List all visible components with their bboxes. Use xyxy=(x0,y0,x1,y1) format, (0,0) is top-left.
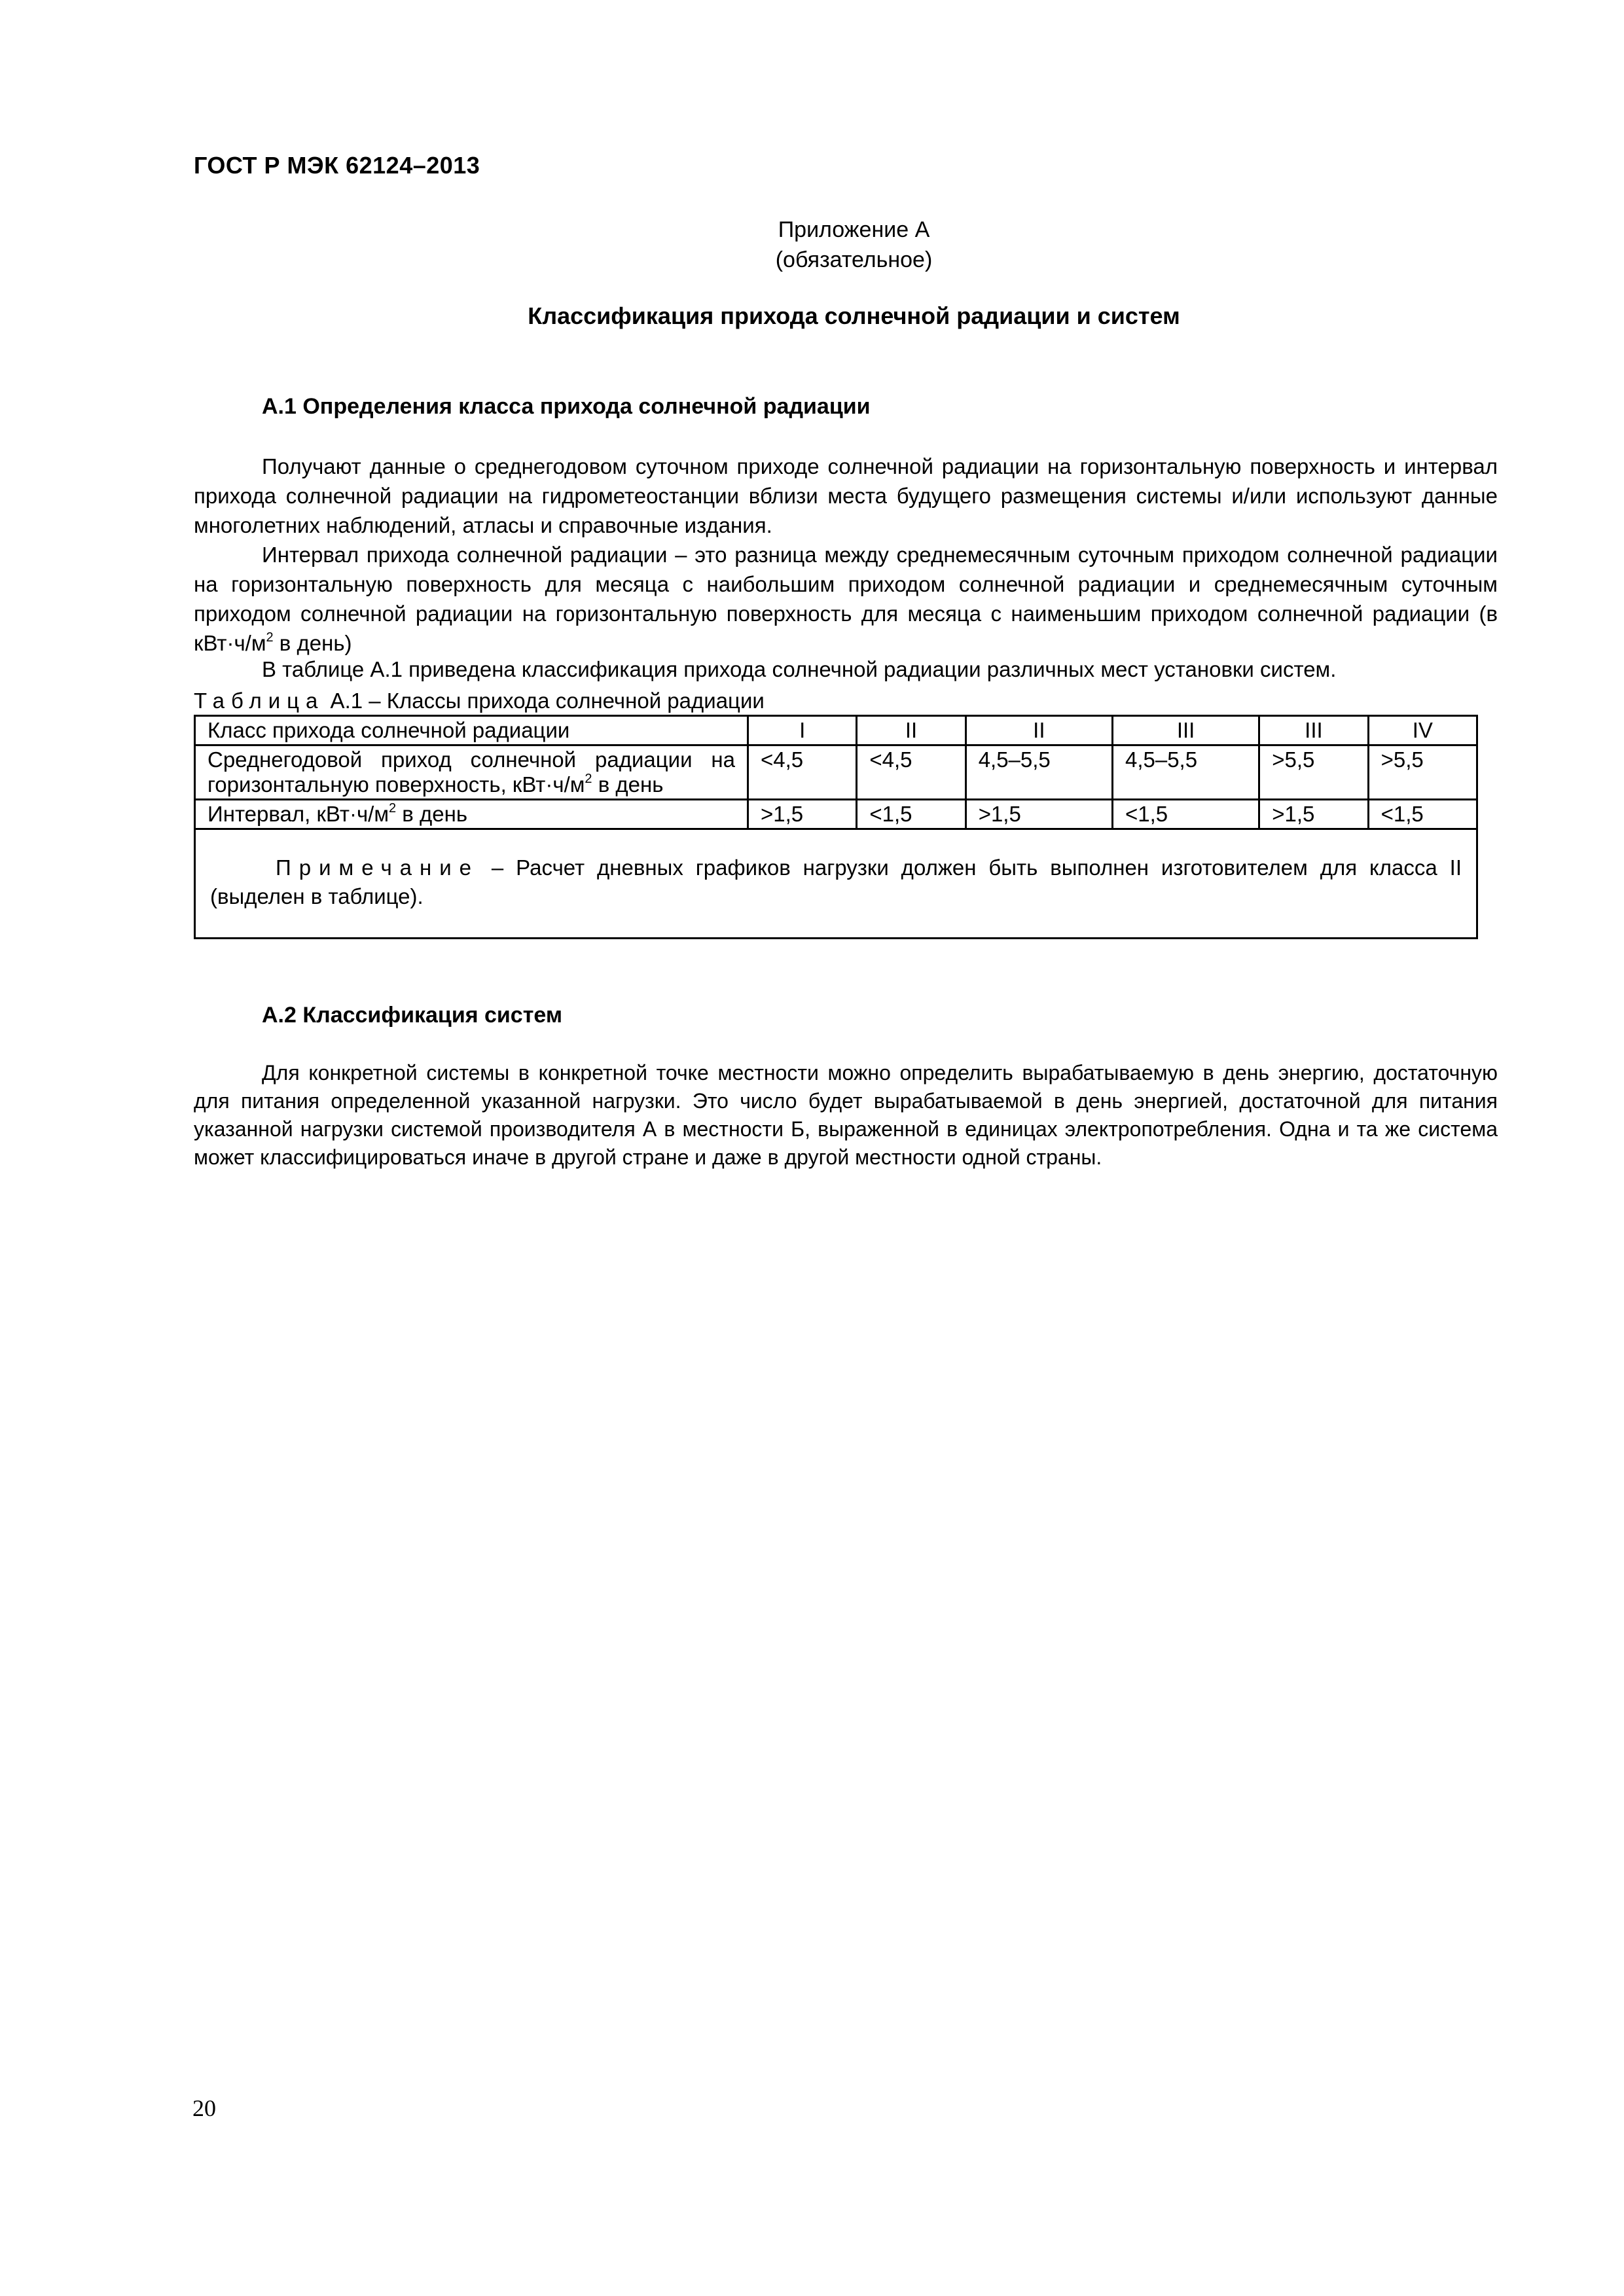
page-number: 20 xyxy=(192,2095,216,2121)
table-cell: >5,5 xyxy=(1368,745,1477,800)
row-label-cell xyxy=(195,800,748,829)
row2-label-superscript: 2 xyxy=(389,801,397,816)
table-note xyxy=(195,829,1477,939)
table-cell: <4,5 xyxy=(748,745,857,800)
table-cell: 4,5–5,5 xyxy=(1112,745,1259,800)
row2-label-text: Интервал, кВт·ч/м xyxy=(208,802,389,826)
row1-label-end: в день xyxy=(592,772,664,797)
section-a2-paragraph-1: Для конкретной системы в конкретной точке местности можно определить вырабатываемую в день энергию, достаточную для питания определенной указанной нагрузки. Это число будет вырабатываемой в день энергией, достаточной для питания указанной нагрузки системой производителя А в местности Б, выраженной в единицах электропотребления. Одна и та же система может классифицироваться иначе в другой стране и даже в другой местности одной страны. xyxy=(194,1061,1498,1169)
table-row xyxy=(195,800,1477,829)
section-a1-paragraph-2 xyxy=(194,540,1498,658)
table-cell: >1,5 xyxy=(965,800,1112,829)
p2-superscript: 2 xyxy=(266,630,274,645)
class-header-cell: II xyxy=(965,716,1112,745)
appendix-label: Приложение А xyxy=(778,217,930,242)
row-label-cell xyxy=(195,745,748,800)
table-row xyxy=(195,745,1477,800)
table-caption xyxy=(194,689,765,713)
table-cell: >1,5 xyxy=(1259,800,1368,829)
table-header-row xyxy=(195,716,1477,745)
table-cell: 4,5–5,5 xyxy=(965,745,1112,800)
section-a1-paragraph-3: В таблице А.1 приведена классификация прихода солнечной радиации различных мест установки систем. xyxy=(262,657,1337,681)
main-title xyxy=(0,302,1624,330)
row1-label-superscript: 2 xyxy=(585,772,592,786)
classification-table xyxy=(194,715,1478,939)
table-note-row xyxy=(195,829,1477,939)
row2-label-end: в день xyxy=(396,802,468,826)
appendix-status: (обязательное) xyxy=(775,247,933,272)
document-id: ГОСТ Р МЭК 62124–2013 xyxy=(194,152,480,179)
appendix-heading xyxy=(0,215,1624,275)
table-cell: >1,5 xyxy=(748,800,857,829)
table-cell: >5,5 xyxy=(1259,745,1368,800)
p2-text: Интервал прихода солнечной радиации – это разница между среднемесячным суточным приходом солнечной радиации на горизонтальную поверхность для месяца с наибольшим приходом солнечной радиации и среднемесячным суточным приходом солнечной радиации на горизонтальную поверхность для месяца с наименьшим приходом солнечной радиации (в кВт·ч/м xyxy=(194,543,1498,655)
row1-label-text: Среднегодовой приход солнечной радиации на горизонтальную поверхность, кВт·ч/м xyxy=(208,747,735,797)
section-a2-title: А.2 Классификация систем xyxy=(262,1003,562,1028)
class-header-cell: III xyxy=(1112,716,1259,745)
class-header-cell: IV xyxy=(1368,716,1477,745)
table-cell: <4,5 xyxy=(857,745,965,800)
p2-end: в день) xyxy=(273,631,352,655)
class-header-cell: I xyxy=(748,716,857,745)
note-text: – Расчет дневных графиков нагрузки должен быть выполнен изготовителем для класса II (выделен в таблице). xyxy=(210,855,1462,908)
table-caption-word: Таблица xyxy=(194,689,325,713)
header-label-cell: Класс прихода солнечной радиации xyxy=(195,716,748,745)
table-cell: <1,5 xyxy=(1112,800,1259,829)
table-cell: <1,5 xyxy=(1368,800,1477,829)
note-word: Примечание xyxy=(276,855,480,880)
section-a1-paragraph-1: Получают данные о среднегодовом суточном приходе солнечной радиации на горизонтальную поверхность и интервал прихода солнечной радиации на гидрометеостанции вблизи места будущего размещения системы и/или используют данные многолетних наблюдений, атласы и справочные издания. xyxy=(194,454,1498,537)
class-header-cell: III xyxy=(1259,716,1368,745)
section-a1-title: А.1 Определения класса прихода солнечной радиации xyxy=(262,394,871,419)
table-cell: <1,5 xyxy=(857,800,965,829)
table-caption-rest: А.1 – Классы прихода солнечной радиации xyxy=(324,689,765,713)
class-header-cell: II xyxy=(857,716,965,745)
main-title-text: Классификация прихода солнечной радиации и систем xyxy=(528,302,1180,329)
